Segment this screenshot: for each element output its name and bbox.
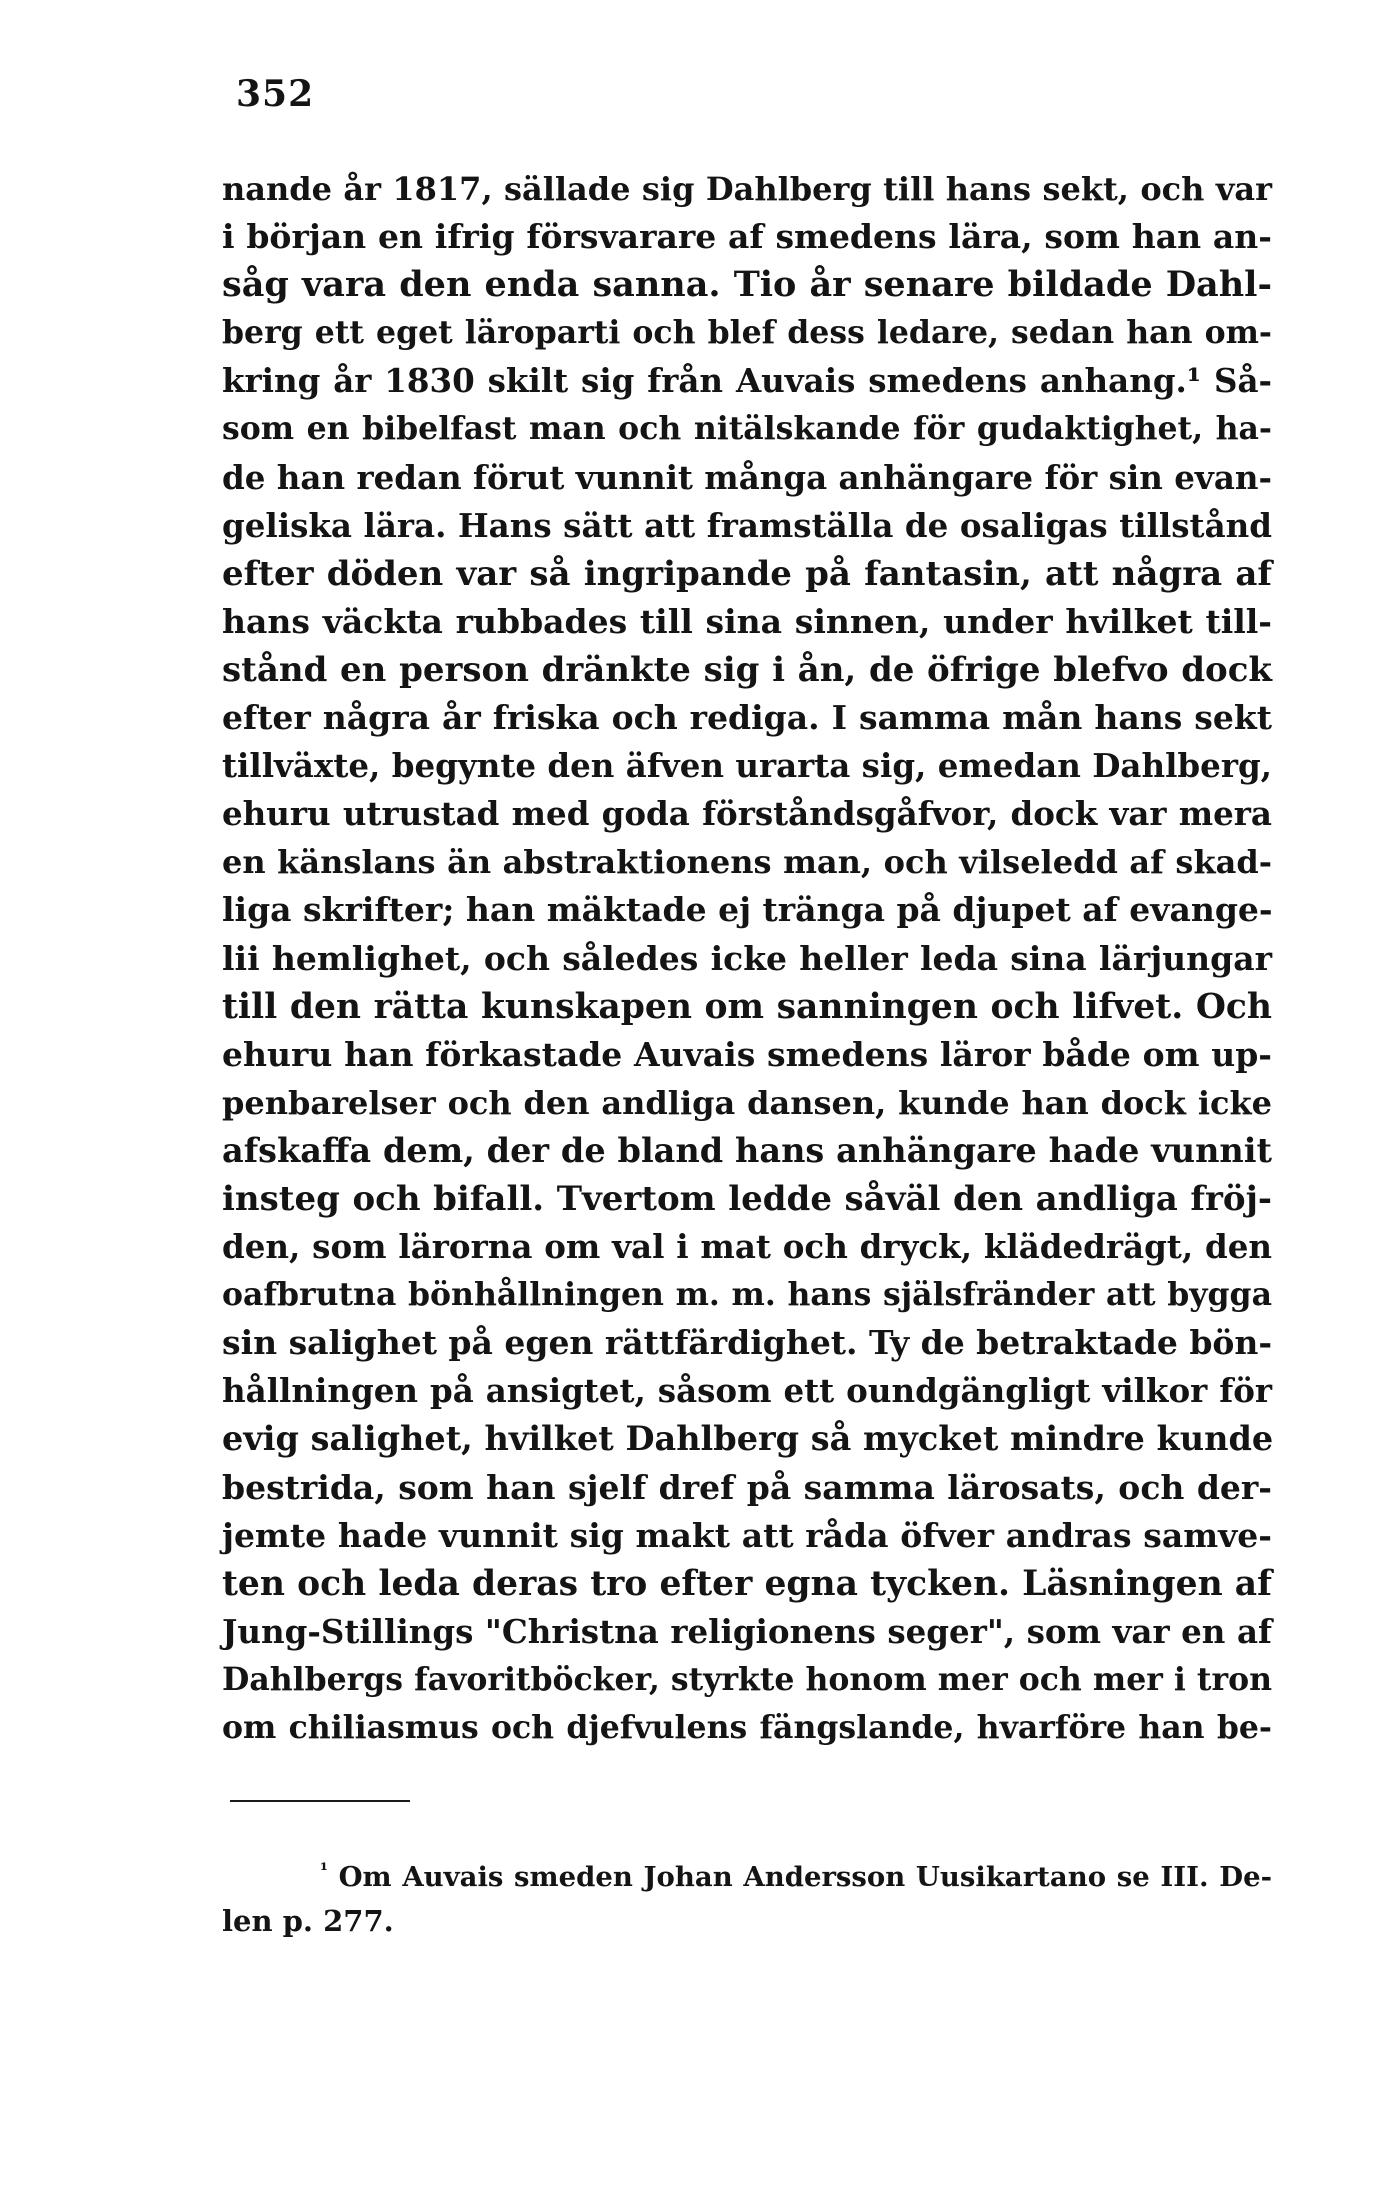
text-line: om chiliasmus och djefvulens fängslande, hvarföre han be- bbox=[222, 1709, 1272, 1746]
text-line: berg ett eget läroparti och blef dess ledare, sedan han om- bbox=[222, 314, 1272, 352]
footnote-text: Om Auvais smeden Johan Andersson Uusikartano se III. De- bbox=[338, 1861, 1272, 1893]
text-line: lii hemlighet, och således icke heller leda sina lärjungar bbox=[222, 938, 1272, 978]
text-line: evig salighet, hvilket Dahlberg så mycket mindre kunde bbox=[222, 1419, 1274, 1459]
text-line: som en bibelfast man och nitälskande för gudaktighet, ha- bbox=[222, 410, 1272, 448]
text-line: geliska lära. Hans sätt att framställa de osaligas tillstånd bbox=[222, 505, 1272, 545]
text-line: ehuru utrustad med goda förståndsgåfvor, dock var mera bbox=[222, 794, 1272, 834]
text-line: Jung-Stillings "Christna religionens seger", som var en af bbox=[222, 1611, 1272, 1651]
text-line: afskaffa dem, der de bland hans anhängare hade vunnit bbox=[222, 1130, 1272, 1170]
text-line: stånd en person dränkte sig i ån, de öfrige blefvo dock bbox=[222, 649, 1272, 690]
text-line: insteg och bifall. Tvertom ledde såväl den andliga fröj- bbox=[222, 1178, 1272, 1219]
text-line: såg vara den enda sanna. Tio år senare bildade Dahl- bbox=[222, 264, 1272, 306]
footnote-line bbox=[222, 1855, 1272, 1899]
text-line: Dahlbergs favoritböcker, styrkte honom mer och mer i tron bbox=[222, 1660, 1272, 1698]
footnote-divider bbox=[230, 1800, 410, 1802]
text-line: tillväxte, begynte den äfven urarta sig, emedan Dahlberg, bbox=[222, 746, 1272, 786]
text-line: de han redan förut vunnit många anhängare för sin evan- bbox=[222, 457, 1272, 497]
footnote-marker: ¹ bbox=[320, 1859, 328, 1881]
text-line: jemte hade vunnit sig makt att råda öfver andras samve- bbox=[222, 1515, 1272, 1555]
text-line: till den rätta kunskapen om sanningen och lifvet. Och bbox=[222, 986, 1272, 1027]
text-line: i början en ifrig försvarare af smedens lära, som han an- bbox=[222, 217, 1272, 257]
text-line: efter några år friska och rediga. I samma mån hans sekt bbox=[222, 698, 1272, 738]
body-text bbox=[222, 165, 1272, 1752]
text-line: efter döden var så ingripande på fantasin, att några af bbox=[222, 553, 1272, 594]
text-line: oafbrutna bönhållningen m. m. hans själsfränder att bygga bbox=[222, 1276, 1272, 1314]
text-line: en känslans än abstraktionens man, och vilseledd af skad- bbox=[222, 843, 1272, 882]
text-line: ehuru han förkastade Auvais smedens läror både om up- bbox=[222, 1034, 1272, 1074]
text-line: kring år 1830 skilt sig från Auvais smedens anhang.¹ Så- bbox=[222, 361, 1272, 401]
page-number: 352 bbox=[236, 73, 315, 115]
footnote-line-continued: len p. 277. bbox=[222, 1904, 394, 1938]
text-line: penbarelser och den andliga dansen, kunde han dock icke bbox=[222, 1083, 1272, 1122]
text-line: nande år 1817, sällade sig Dahlberg till hans sekt, och var bbox=[222, 170, 1272, 208]
text-line: hans väckta rubbades till sina sinnen, under hvilket till- bbox=[222, 601, 1272, 641]
text-line: den, som lärorna om val i mat och dryck, klädedrägt, den bbox=[222, 1227, 1272, 1267]
footnotes bbox=[222, 1855, 1272, 1943]
text-line: hållningen på ansigtet, såsom ett oundgängligt vilkor för bbox=[222, 1371, 1272, 1411]
text-line: bestrida, som han sjelf dref på samma lärosats, och der- bbox=[222, 1467, 1272, 1507]
text-line: sin salighet på egen rättfärdighet. Ty de betraktade bön- bbox=[222, 1323, 1273, 1363]
text-line: ten och leda deras tro efter egna tycken. Läsningen af bbox=[222, 1563, 1272, 1604]
text-line: liga skrifter; han mäktade ej tränga på djupet af evange- bbox=[222, 890, 1273, 930]
